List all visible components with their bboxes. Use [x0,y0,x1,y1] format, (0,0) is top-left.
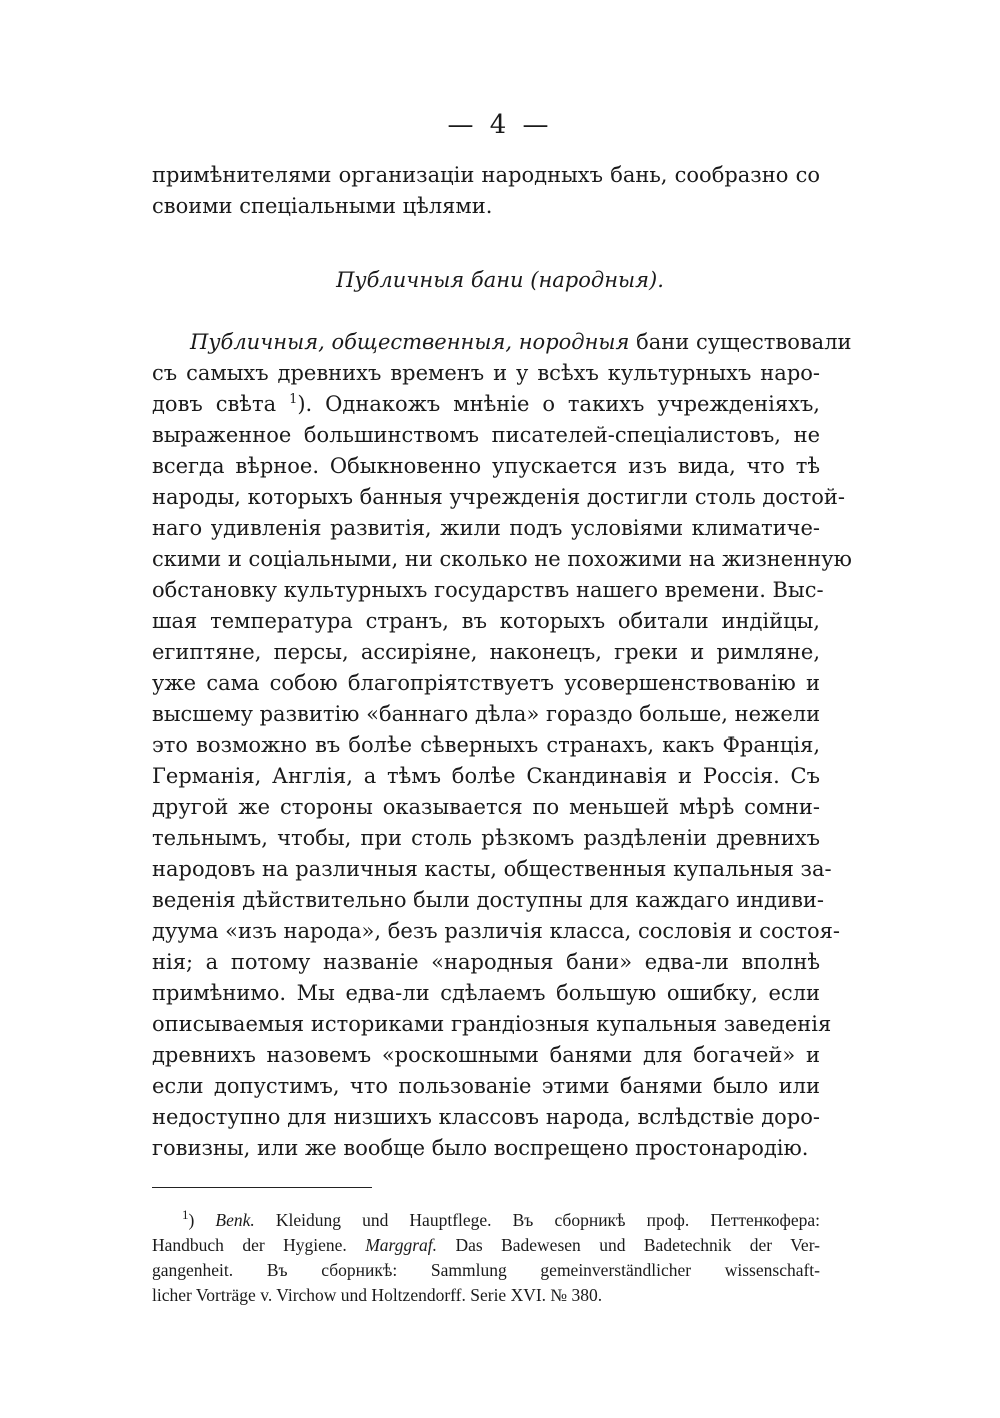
footnote-author: Marggraf. [365,1235,438,1255]
text-line: если допустимъ, что пользованіе этими банями было или [152,1074,820,1098]
text-line [152,389,820,420]
text-line: говизны, или же вообще было воспрещено простонародію. [152,1136,809,1160]
footnote-line [152,1233,820,1258]
text-line: примѣнителями организаціи народныхъ бань, сообразно со [152,163,820,187]
text-line: нія; а потому названіе «народныя бани» едва-ли вполнѣ [152,950,820,974]
footnote-line: gangenheit. Въ сборникѣ: Sammlung gemeinverständlicher wissenschaft- [152,1260,820,1280]
text-line: тельнымъ, чтобы, при столь рѣзкомъ раздѣленіи древнихъ [152,826,820,850]
text-line: уже сама собою благопріятствуетъ усовершенствованію и [152,671,820,695]
text-line: наго удивленія развитія, жили подъ условіями климатиче- [152,516,820,540]
text-line: выраженное большинствомъ писателей-спеціалистовъ, не [152,423,820,447]
text-line: древнихъ назовемъ «роскошными банями для богачей» и [152,1043,820,1067]
text-fragment: Handbuch der Hygiene. [152,1235,366,1255]
footnote-marker: 1 [182,1207,189,1223]
text-line: обстановку культурныхъ государствъ нашего времени. Выс- [152,578,824,602]
page-number: — 4 — [447,110,553,140]
intro-paragraph [152,160,820,222]
text-fragment: ). Однакожъ мнѣніе о такихъ учрежденіяхъ, [297,392,820,416]
text-line: это возможно въ болѣе сѣверныхъ странахъ, какъ Франція, [152,733,820,757]
text-line: народовъ на различныя касты, общественныя купальныя за- [152,857,832,881]
text-line: Германія, Англія, а тѣмъ болѣе Скандинавія и Россія. Съ [152,764,820,788]
text-line: египтяне, персы, ассиріяне, наконецъ, греки и римляне, [152,640,820,664]
section-heading: Публичныя бани (народныя). [336,268,664,292]
text-line: высшему развитію «баннаго дѣла» гораздо больше, нежели [152,702,821,726]
body-paragraph [152,327,852,1164]
footnote-reference[interactable]: 1 [289,392,298,407]
text-line: другой же стороны оказывается по меньшей мѣрѣ сомни- [152,795,820,819]
text-line: всегда вѣрное. Обыкновенно упускается изъ вида, что тѣ [152,454,820,478]
text-fragment: бани существовали [629,330,852,354]
text-fragment: довъ свѣта [152,392,290,416]
text-line: съ самыхъ древнихъ временъ и у всѣхъ культурныхъ наро- [152,361,820,385]
text-line: веденія дѣйствительно были доступны для каждаго индиви- [152,888,824,912]
text-line: описываемыя историками грандіозныя купальныя заведенія [152,1012,832,1036]
footnote-author: Benk. [215,1210,255,1230]
footnote-divider [152,1187,372,1188]
text-line: скими и соціальными, ни сколько не похожими на жизненную [152,547,852,571]
text-line: примѣнимо. Мы едва-ли сдѣлаемъ большую ошибку, если [152,981,820,1005]
text-fragment: Kleidung und Hauptflege. Въ сборникѣ проф. Петтенкофера: [254,1210,820,1230]
footnote-line: licher Vorträge v. Virchow und Holtzendorff. Serie XVI. № 380. [152,1285,603,1305]
footnote [152,1208,820,1308]
text-line: шая температура странъ, въ которыхъ обитали индійцы, [152,609,820,633]
emphasis-text: Публичныя, общественныя, нородныя [190,330,630,354]
text-line [152,327,852,358]
text-line: своими спеціальными цѣлями. [152,194,493,218]
text-line: народы, которыхъ банныя учрежденія достигли столь достой- [152,485,845,509]
footnote-line: $^1$) Benk. Kleidung und Hauptflege. Въ сборникѣ проф. Петтенкофера: [182,1207,820,1230]
text-line: дуума «изъ народа», безъ различія класса, сословія и состоя- [152,919,841,943]
text-line: недоступно для низшихъ классовъ народа, вслѣдствіе доро- [152,1105,820,1129]
text-fragment: Das Badewesen und Badetechnik der Ver- [437,1235,820,1255]
